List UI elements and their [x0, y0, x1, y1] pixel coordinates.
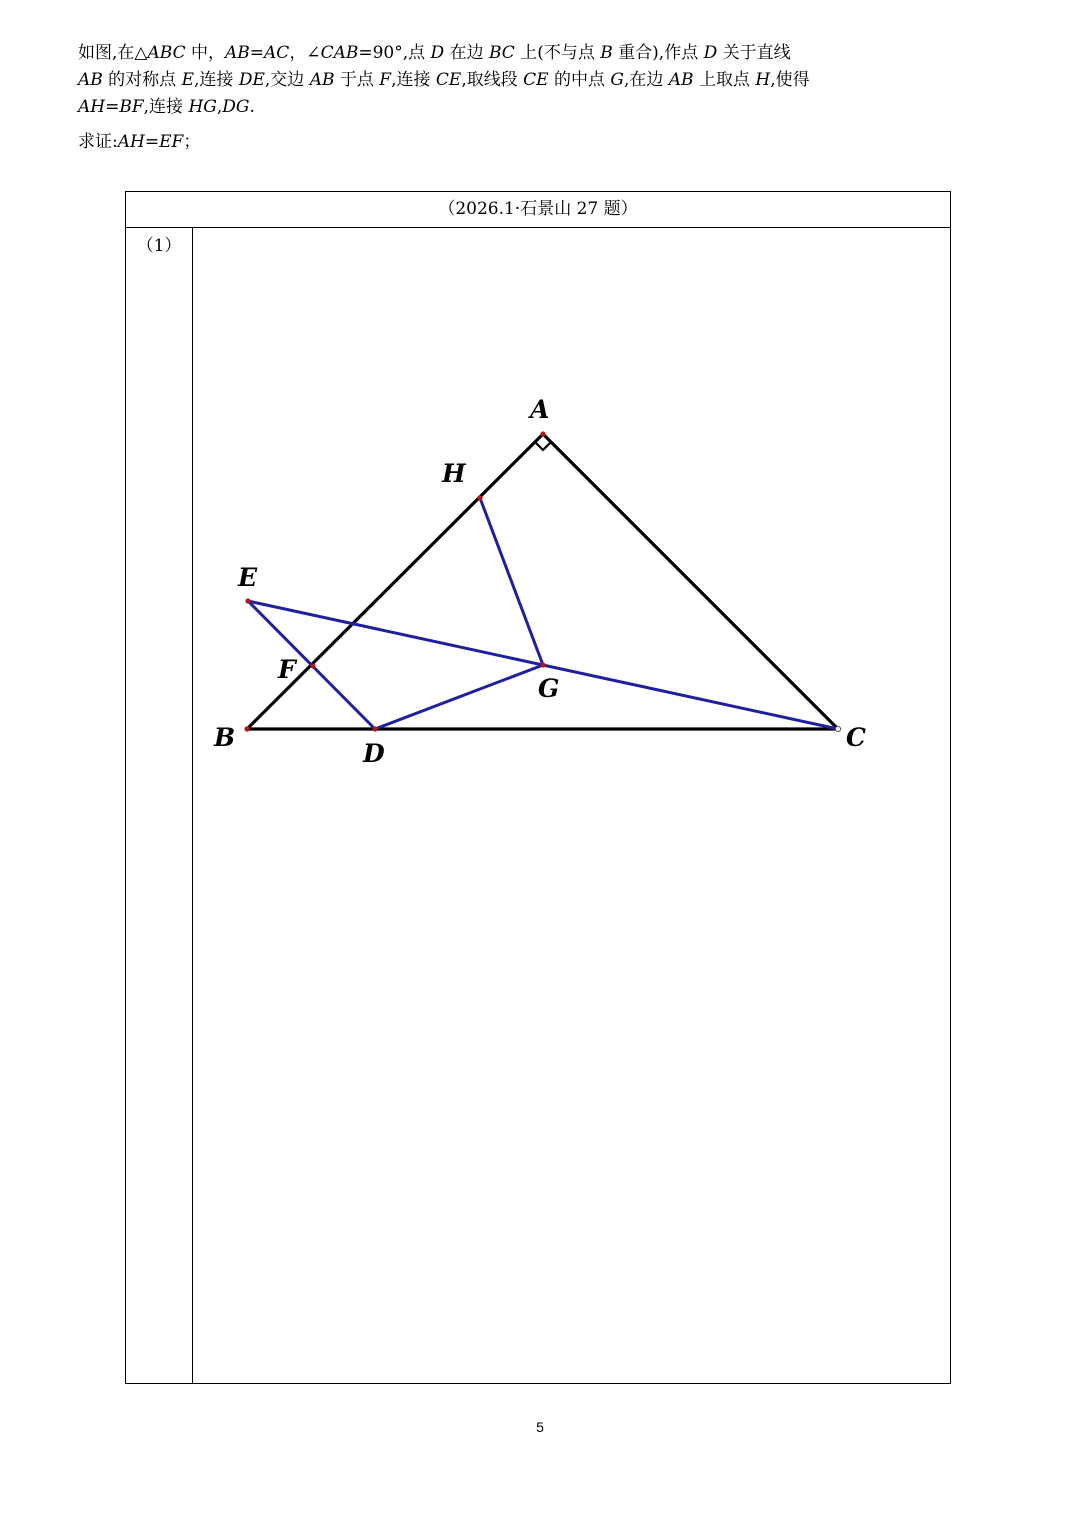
label-d: D [363, 739, 385, 768]
problem-table [125, 191, 951, 1384]
label-h: H [442, 459, 466, 488]
point-b-marker [244, 726, 249, 731]
question-number: （1） [126, 228, 193, 1383]
problem-source-title: （2026.1·石景山 27 题） [126, 192, 950, 228]
point-f-marker [310, 663, 315, 668]
segment-hg [480, 498, 543, 665]
point-g-marker [540, 662, 545, 667]
question-content [78, 40, 820, 156]
point-e-marker [245, 598, 250, 603]
point-c-marker [835, 726, 840, 731]
proof-goal: 求证:AH=EF； [78, 132, 201, 152]
segment-ac [543, 434, 838, 729]
label-c: C [846, 723, 866, 752]
page-number: 5 [536, 1419, 544, 1435]
label-a: A [530, 395, 550, 424]
point-d-marker [372, 726, 377, 731]
segment-dg [375, 665, 543, 729]
label-g: G [538, 674, 560, 703]
point-h-marker [477, 495, 482, 500]
label-b: B [214, 723, 236, 752]
segment-ab [247, 434, 543, 729]
problem-statement: 如图,在△ABC 中，AB=AC，∠CAB=90°,点 D 在边 BC 上(不与点 B 重合),作点 D 关于直线 AB 的对称点 E,连接 DE,交边 AB 于点 F,连接 CE,取线段 CE 的中点 G,在边 AB 上取点 H,使得 AH=BF,连接 HG,DG. [78, 43, 810, 117]
point-a-marker [540, 431, 545, 436]
label-f: F [278, 655, 296, 684]
right-angle-marker [535, 442, 551, 450]
geometry-figure [200, 390, 900, 780]
label-e: E [238, 563, 258, 592]
